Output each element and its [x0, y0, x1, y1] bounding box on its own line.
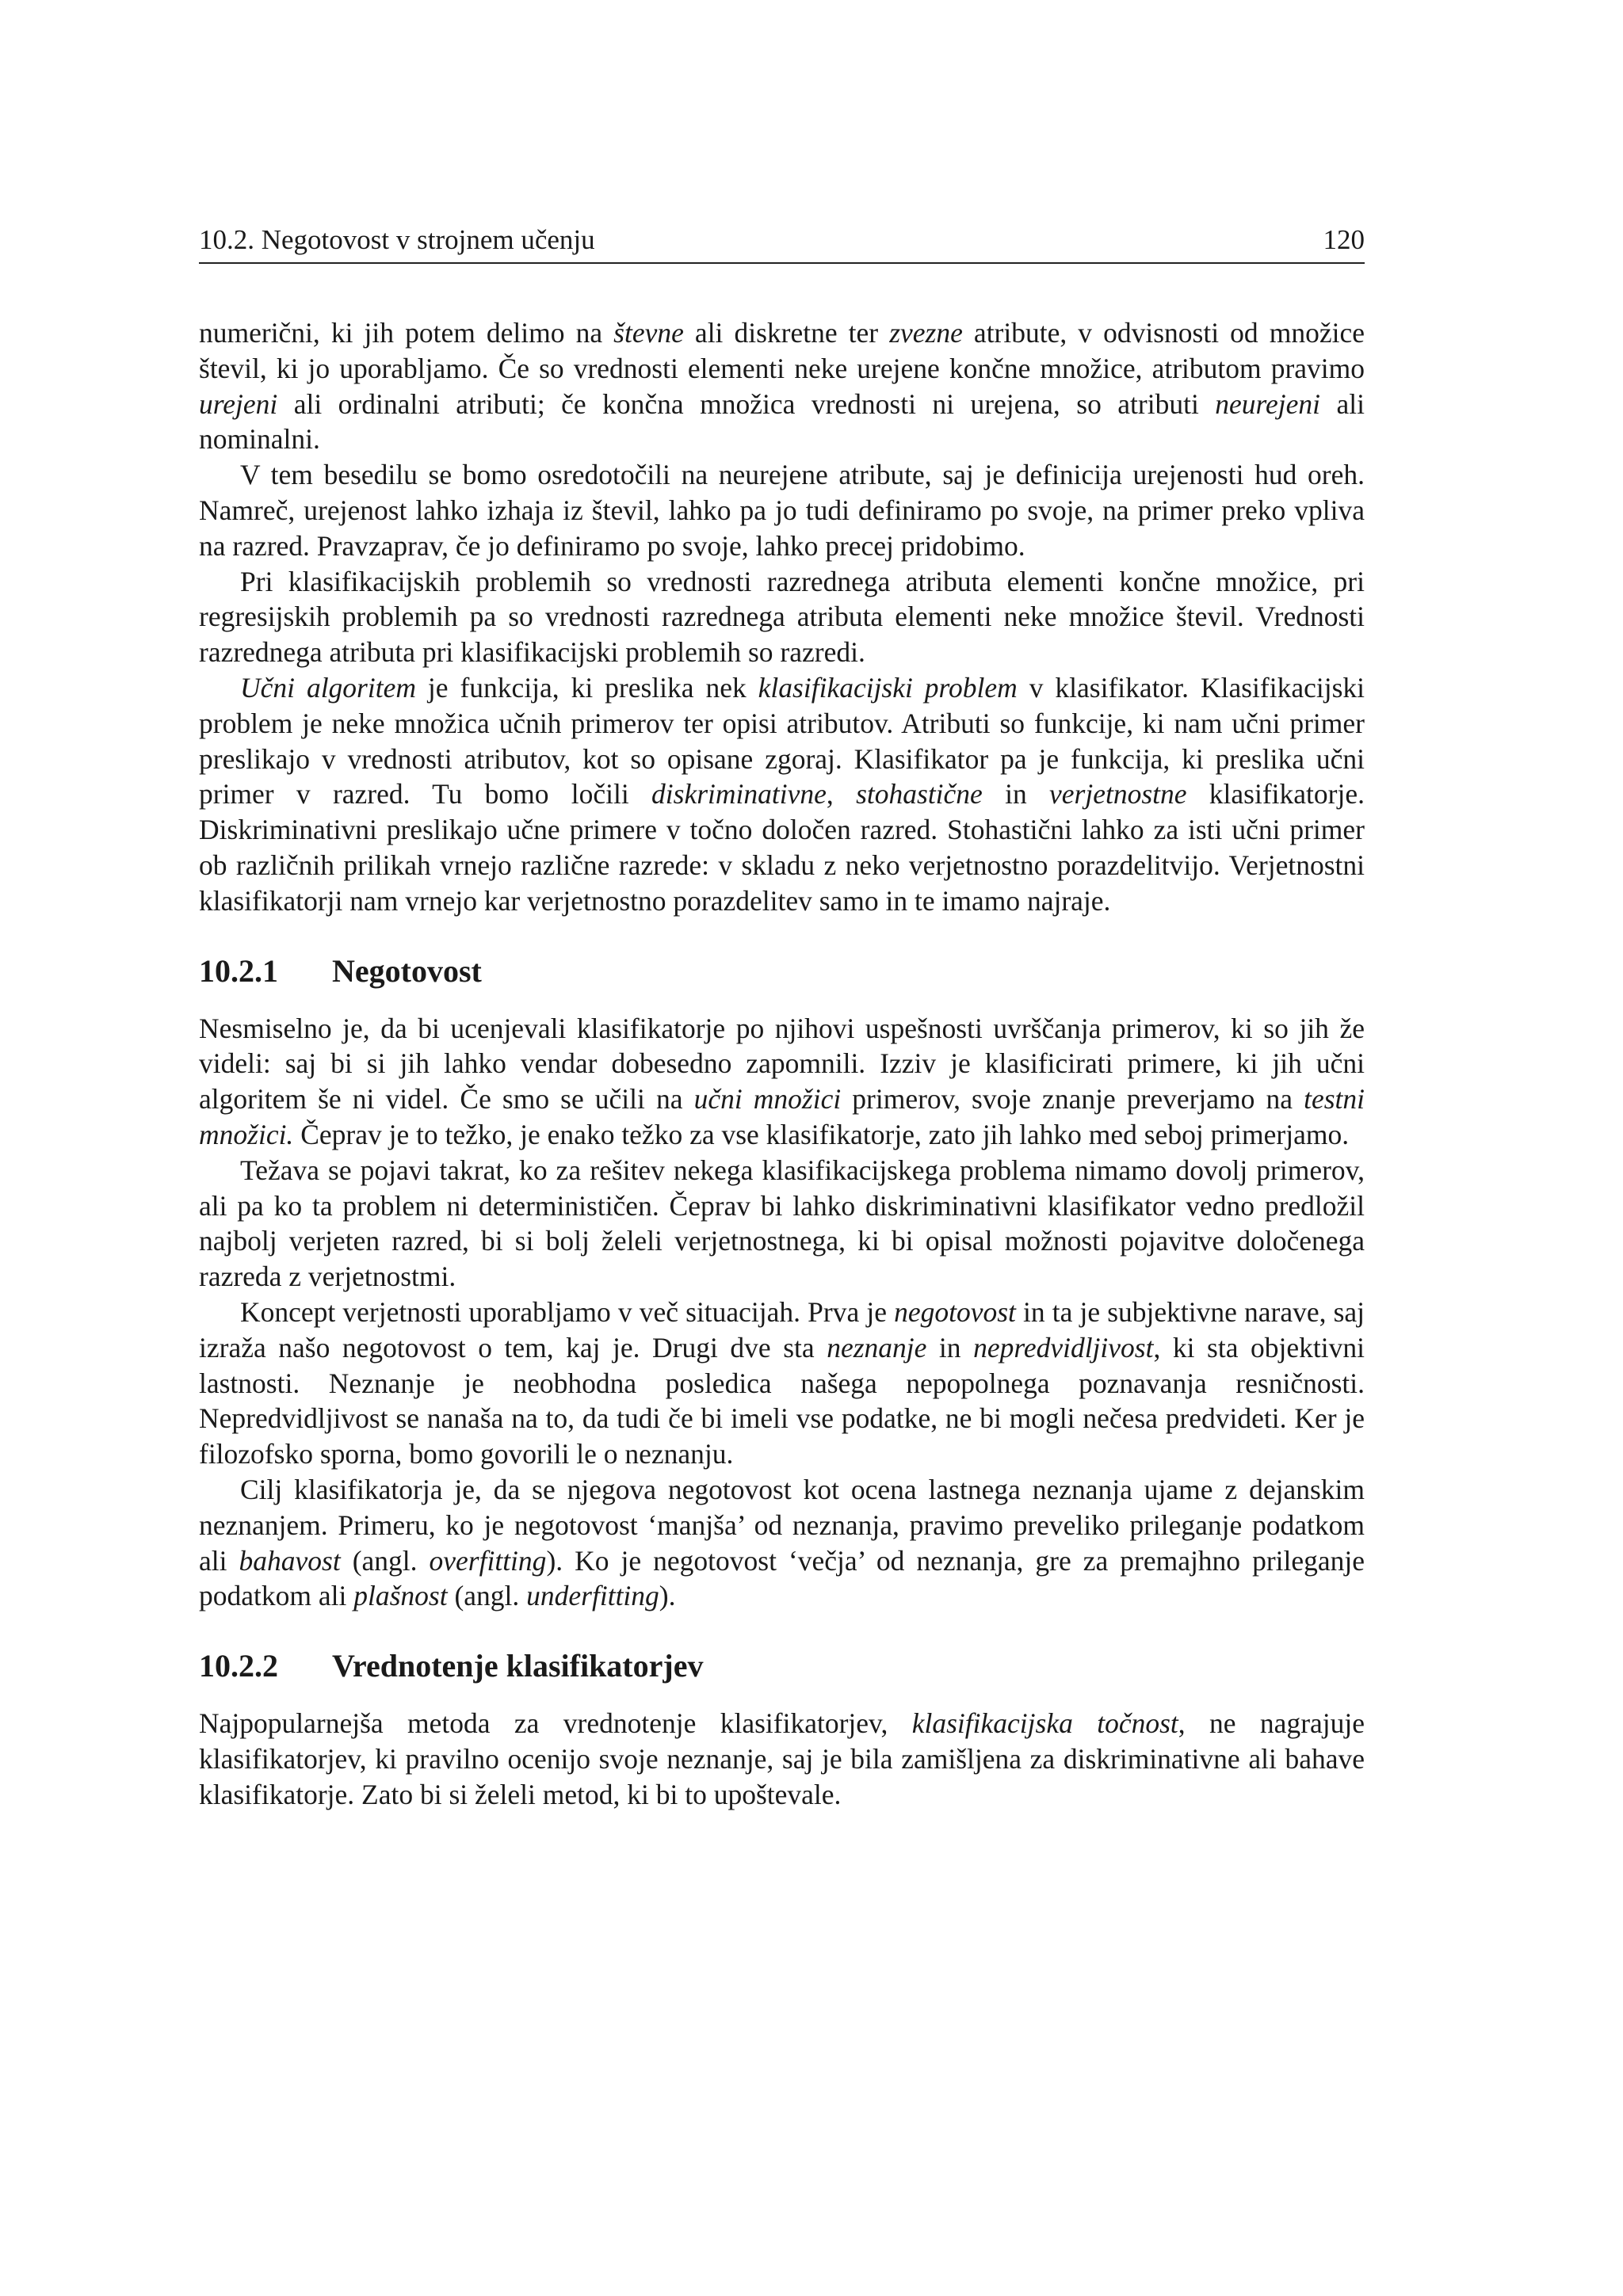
emphasized-term: zvezne — [889, 317, 963, 349]
section-heading-negotovost — [199, 952, 1365, 990]
emphasized-term: verjetnostne — [1049, 778, 1187, 810]
page-number: 120 — [1323, 224, 1365, 255]
paragraph: Pri klasifikacijskih problemih so vrednosti razrednega atributa elementi končne množice, pri regresijskih problemih pa so vrednosti razrednega atributa elementi neke množice števil. Vrednosti razrednega atributa pri klasifikacijski problemih so razredi. — [199, 565, 1365, 669]
paragraph: Nesmiselno je, da bi ucenjevali klasifikatorje po njihovi uspešnosti uvrščanja primerov, ki so jih že videli: saj bi si jih lahko vendar dobesedno zapomnili. Izziv je klasificirati primere, ki jih učni algoritem še ni videl. Če smo se učili na učni množici primerov, svoje znanje preverjamo na testni množici. Čeprav je to težko, je enako težko za vse klasifikatorje, zato jih lahko med seboj primerjamo. — [199, 1012, 1365, 1150]
emphasized-term: overfitting — [429, 1544, 547, 1577]
paragraph: Najpopularnejša metoda za vrednotenje klasifikatorjev, klasifikacijska točnost, ne nagrajuje klasifikatorjev, ki pravilno ocenijo svoje neznanje, saj je bila zamišljena za diskriminativne ali bahave klasifikatorje. Zato bi si želeli metod, ki bi to upoštevale. — [199, 1707, 1365, 1810]
section-title: Negotovost — [332, 952, 482, 989]
page-body — [199, 315, 1365, 1812]
emphasized-term: neurejeni — [1215, 387, 1321, 420]
paragraph: Cilj klasifikatorja je, da se njegova negotovost kot ocena lastnega neznanja ujame z dejanskim neznanjem. Primeru, ko je negotovost ‘manjša’ od neznanja, pravimo preveliko prileganje podatkom ali bahavost (angl. overfitting). Ko je negotovost ‘večja’ od neznanja, gre za premajhno prileganje podatkom ali plašnost (angl. underfitting). — [199, 1473, 1365, 1612]
section-negotovost-text — [199, 1011, 1365, 1615]
emphasized-term: urejeni — [199, 387, 278, 420]
emphasized-term: testni množici. — [199, 1083, 1365, 1150]
emphasized-term: nepredvidljivost — [973, 1331, 1154, 1363]
header-section-title: 10.2. Negotovost v strojnem učenju — [199, 224, 595, 255]
section-number: 10.2.1 — [199, 952, 278, 989]
emphasized-term: plašnost — [353, 1580, 448, 1612]
section-heading-vrednotenje — [199, 1647, 1365, 1685]
emphasized-term: bahavost — [239, 1544, 341, 1577]
document-page — [199, 0, 1365, 2296]
section-number: 10.2.2 — [199, 1648, 278, 1684]
running-header — [199, 224, 1365, 264]
emphasized-term: underfitting — [526, 1580, 659, 1612]
section-vrednotenje-text — [199, 1706, 1365, 1812]
emphasized-term: stohastične — [856, 778, 983, 810]
paragraph: numerični, ki jih potem delimo na števne ali diskretne ter zvezne atribute, v odvisnosti od množice števil, ki jo uporabljamo. Če so vrednosti elementi neke urejene končne množice, atributom pravimo urejeni ali ordinalni atributi; če končna množica vrednosti ni urejena, so atributi neurejeni ali nominalni. — [199, 317, 1365, 456]
section-title: Vrednotenje klasifikatorjev — [332, 1648, 704, 1684]
intro-text — [199, 315, 1365, 919]
paragraph: Težava se pojavi takrat, ko za rešitev nekega klasifikacijskega problema nimamo dovolj primerov, ali pa ko ta problem ni determinističen. Čeprav bi lahko diskriminativni klasifikator vedno predložil najbolj verjeten razred, bi si bolj želeli verjetnostnega, ki bi opisal možnosti pojavitve določenega razreda z verjetnostmi. — [199, 1154, 1365, 1293]
emphasized-term: diskriminativne — [651, 778, 827, 810]
emphasized-term: števne — [613, 317, 684, 349]
emphasized-term: negotovost — [894, 1295, 1016, 1328]
emphasized-term: klasifikacijska točnost — [911, 1707, 1178, 1740]
paragraph: Učni algoritem je funkcija, ki preslika nek klasifikacijski problem v klasifikator. Klasifikacijski problem je neke množica učnih primerov ter opisi atributov. Atributi so funkcije, ki nam učni primer preslikajo v vrednosti atributov, kot so opisane zgoraj. Klasifikator pa je funkcija, ki preslika učni primer v razred. Tu bomo ločili diskriminativne, stohastične in verjetnostne klasifikatorje. Diskriminativni preslikajo učne primere v točno določen razred. Stohastični lahko za isti učni primer ob različnih prilikah vrnejo različne razrede: v skladu z neko verjetnostno porazdelitvijo. Verjetnostni klasifikatorji nam vrnejo kar verjetnostno porazdelitev samo in te imamo najraje. — [199, 671, 1365, 917]
paragraph: V tem besedilu se bomo osredotočili na neurejene atribute, saj je definicija urejenosti hud oreh. Namreč, urejenost lahko izhaja iz števil, lahko pa jo tudi definiramo po svoje, na primer preko vpliva na razred. Pravzaprav, če jo definiramo po svoje, lahko precej pridobimo. — [199, 459, 1365, 562]
paragraph: Koncept verjetnosti uporabljamo v več situacijah. Prva je negotovost in ta je subjektivne narave, saj izraža našo negotovost o tem, kaj je. Drugi dve sta neznanje in nepredvidljivost, ki sta objektivni lastnosti. Neznanje je neobhodna posledica našega nepopolnega poznavanja resničnosti. Nepredvidljivost se nanaša na to, da tudi če bi imeli vse podatke, ne bi mogli nečesa predvideti. Ker je filozofsko sporna, bomo govorili le o neznanju. — [199, 1295, 1365, 1470]
emphasized-term: učni množici — [693, 1083, 842, 1116]
emphasized-term: klasifikacijski problem — [758, 671, 1018, 704]
emphasized-term: Učni algoritem — [240, 671, 416, 704]
emphasized-term: neznanje — [827, 1331, 927, 1363]
